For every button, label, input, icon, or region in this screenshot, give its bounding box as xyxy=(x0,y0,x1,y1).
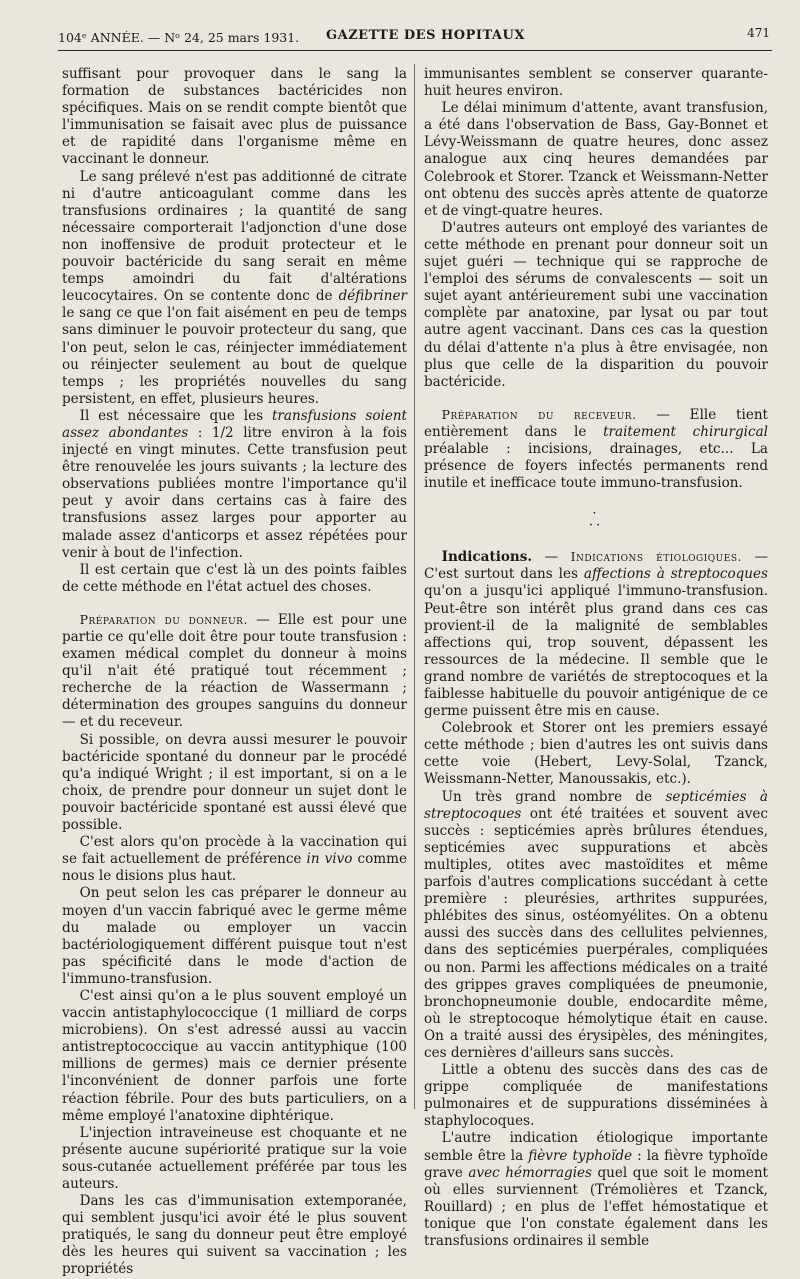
section-recipient: Préparation du receveur. — Elle tient entièrement dans le traitement chirurgical préalable : incisions, drainages, etc... La présence de foyers infectés permanents rend inutile et inefficace toute immuno-transfusion. xyxy=(424,406,768,492)
section-heading: Préparation du receveur. xyxy=(441,406,637,422)
journal-title: GAZETTE DES HOPITAUX xyxy=(326,28,525,43)
section-heading: Préparation du donneur. xyxy=(79,611,248,627)
paragraph: suffisant pour provoquer dans le sang la formation de substances bactéricides non spécifiques. Mais on se rendit compte bientôt que l'immunisation se faisait avec plus de puissance et de rapidité dans l'organisme même en vaccinant le donneur. xyxy=(62,66,407,168)
paragraph: Little a obtenu des succès dans des cas de grippe compliquée de manifestations pulmonaires et de suppurations disséminées à staphylocoques. xyxy=(424,1062,768,1130)
paragraph: C'est alors qu'on procède à la vaccination qui se fait actuellement de préférence in vivo comme nous le disions plus haut. xyxy=(62,834,407,885)
paragraph: D'autres auteurs ont employé des variantes de cette méthode en prenant pour donneur soit un sujet guéri — technique qui se rapproche de l'emploi des sérums de convalescents — soit un sujet ayant antérieurement subi une vaccination complète par anatoxine, par lysat ou par tout autre agent vaccinant. Dans ces cas la question du délai d'attente n'a plus à être envisagée, non plus que celle de la disparition du pouvoir bactéricide. xyxy=(424,219,768,390)
paragraph: Colebrook et Storer ont les premiers essayé cette méthode ; bien d'autres les ont suivis dans cette voie (Hebert, Levy-Solal, Tzanck, Weissmann-Netter, Manoussakis, etc.). xyxy=(424,720,768,788)
paragraph: Un très grand nombre de septicémies à streptocoques ont été traitées et souvent avec succès : septicémies après brûlures étendues, septicémies avec suppurations et abcès multiples, otites avec mastoïdites et même parfois d'autres complications succédant à cette première : pleurésies, arthrites suppurées, phlébites des sinus, ostéomyélites. On a obtenu aussi des succès dans des cellulites pelviennes, dans des septicémies puerpérales, compliquées ou non. Parmi les affections médicales on a traité des grippes graves compliquées de pneumonie, bronchopneumonie double, endocardite même, où le streptocoque hémolytique était en cause. On a traité aussi des érysipèles, des méningites, ces dernières d'ailleurs sans succès. xyxy=(424,788,768,1061)
paragraph: C'est ainsi qu'on a le plus souvent employé un vaccin antistaphylococcique (1 milliard de corps microbiens). On s'est adressé aussi au vaccin antistreptococcique au vaccin antityphique (100 millions de germes) mais ce dernier présente l'inconvénient de donner parfois une forte réaction fébrile. Pour des buts particuliers, on a même employé l'anatoxine diphtérique. xyxy=(62,987,407,1124)
paragraph: Le sang prélevé n'est pas additionné de citrate ni d'autre anticoagulant comme dans les transfusions ordinaires ; la quantité de sang nécessaire comporterait l'adjonction d'une dose non inoffensive de produit protecteur et le pouvoir bactéricide du sang serait en même temps amoindri du fait d'altérations leucocytaires. On se contente donc de défibriner le sang ce que l'on fait aisément en peu de temps sans diminuer le pouvoir protecteur du sang, que l'on peut, selon le cas, réinjecter immédiatement ou réinjecter seulement au bout de quelque temps ; les propriétés nouvelles du sang persistent, en effet, plusieurs heures. xyxy=(62,168,407,407)
section-separator: · ·· xyxy=(588,506,604,534)
paragraph: Si possible, on devra aussi mesurer le pouvoir bactéricide spontané du donneur par le procédé qu'a indiqué Wright ; il est important, si on a le choix, de prendre pour donneur un sujet dont le pouvoir bactéricide spontané est aussi élevé que possible. xyxy=(62,731,407,834)
issue-info: 104ᵉ ANNÉE. — Nᵒ 24, 25 mars 1931. xyxy=(58,30,300,45)
paragraph: On peut selon les cas préparer le donneur au moyen d'un vaccin fabriqué avec le germe même du malade ou employer un vaccin bactériologiquement différent puisque tout n'est pas spécificité dans le mode d'action de l'immuno-transfusion. xyxy=(62,885,407,987)
page-number: 471 xyxy=(747,26,770,40)
page-header xyxy=(58,26,770,48)
section-donor: Préparation du donneur. — Elle est pour une partie ce qu'elle doit être pour toute transfusion : examen médical complet du donneur à moins qu'il n'ait été pratiqué tout récemment ; recherche de la réaction de Wassermann ; détermination des groupes sanguins du donneur — et du receveur. xyxy=(62,611,407,731)
paragraph: Dans les cas d'immunisation extemporanée, qui semblent jusqu'ici avoir été le plus souvent pratiqués, le sang du donneur peut être employé dès les heures qui suivent sa vaccination ; les propriétés xyxy=(62,1193,407,1278)
paragraph: Le délai minimum d'attente, avant transfusion, a été dans l'observation de Bass, Gay-Bonnet et Lévy-Weissmann de quatre heures, donc assez analogue aux cinq heures demandées par Colebrook et Storer. Tzanck et Weissmann-Netter ont obtenu des succès après attente de quatorze et de vingt-quatre heures. xyxy=(424,100,768,219)
left-column xyxy=(62,66,407,1279)
paragraph: immunisantes semblent se conserver quarante-huit heures environ. xyxy=(424,66,768,100)
paragraph: L'autre indication étiologique importante semble être la fièvre typhoïde : la fièvre typhoïde grave avec hémorragies quel que soit le moment où elles surviennent (Trémolières et Tzanck, Rouillard) ; en plus de l'effet hémostatique et tonique que l'on constate également dans les transfusions ordinaires il semble xyxy=(424,1130,768,1249)
section-indications: Indications. — Indications étiologiques. — C'est surtout dans les affections à streptocoques qu'on a jusqu'ici appliqué l'immuno-transfusion. Peut-être son intérêt plus grand dans ces cas provient-il de la malignité de semblables affections qui, trop souvent, dépassent les ressources de la médecine. Il semble que le grand nombre de variétés de streptocoques et la faiblesse habituelle du pouvoir antigénique de ce germe puissent être mis en cause. xyxy=(424,549,768,720)
paragraph: Il est certain que c'est là un des points faibles de cette méthode en l'état actuel des choses. xyxy=(62,561,407,595)
section-heading: Indications. xyxy=(441,549,533,566)
paragraph: L'injection intraveineuse est choquante et ne présente aucune supériorité pratique sur la voie sous-cutanée actuellement préférée par tous les auteurs. xyxy=(62,1124,407,1192)
column-divider xyxy=(414,64,415,1109)
header-rule xyxy=(58,50,772,51)
right-column xyxy=(424,66,768,1250)
paragraph: Il est nécessaire que les transfusions soient assez abondantes : 1/2 litre environ à la fois injecté en vingt minutes. Cette transfusion peut être renouvelée les jours suivants ; la lecture des observations publiées montre l'importance qu'il peut y avoir dans certains cas à faire des transfusions assez larges pour apporter au malade assez d'anticorps et assez répétées pour venir à bout de l'infection. xyxy=(62,407,408,561)
